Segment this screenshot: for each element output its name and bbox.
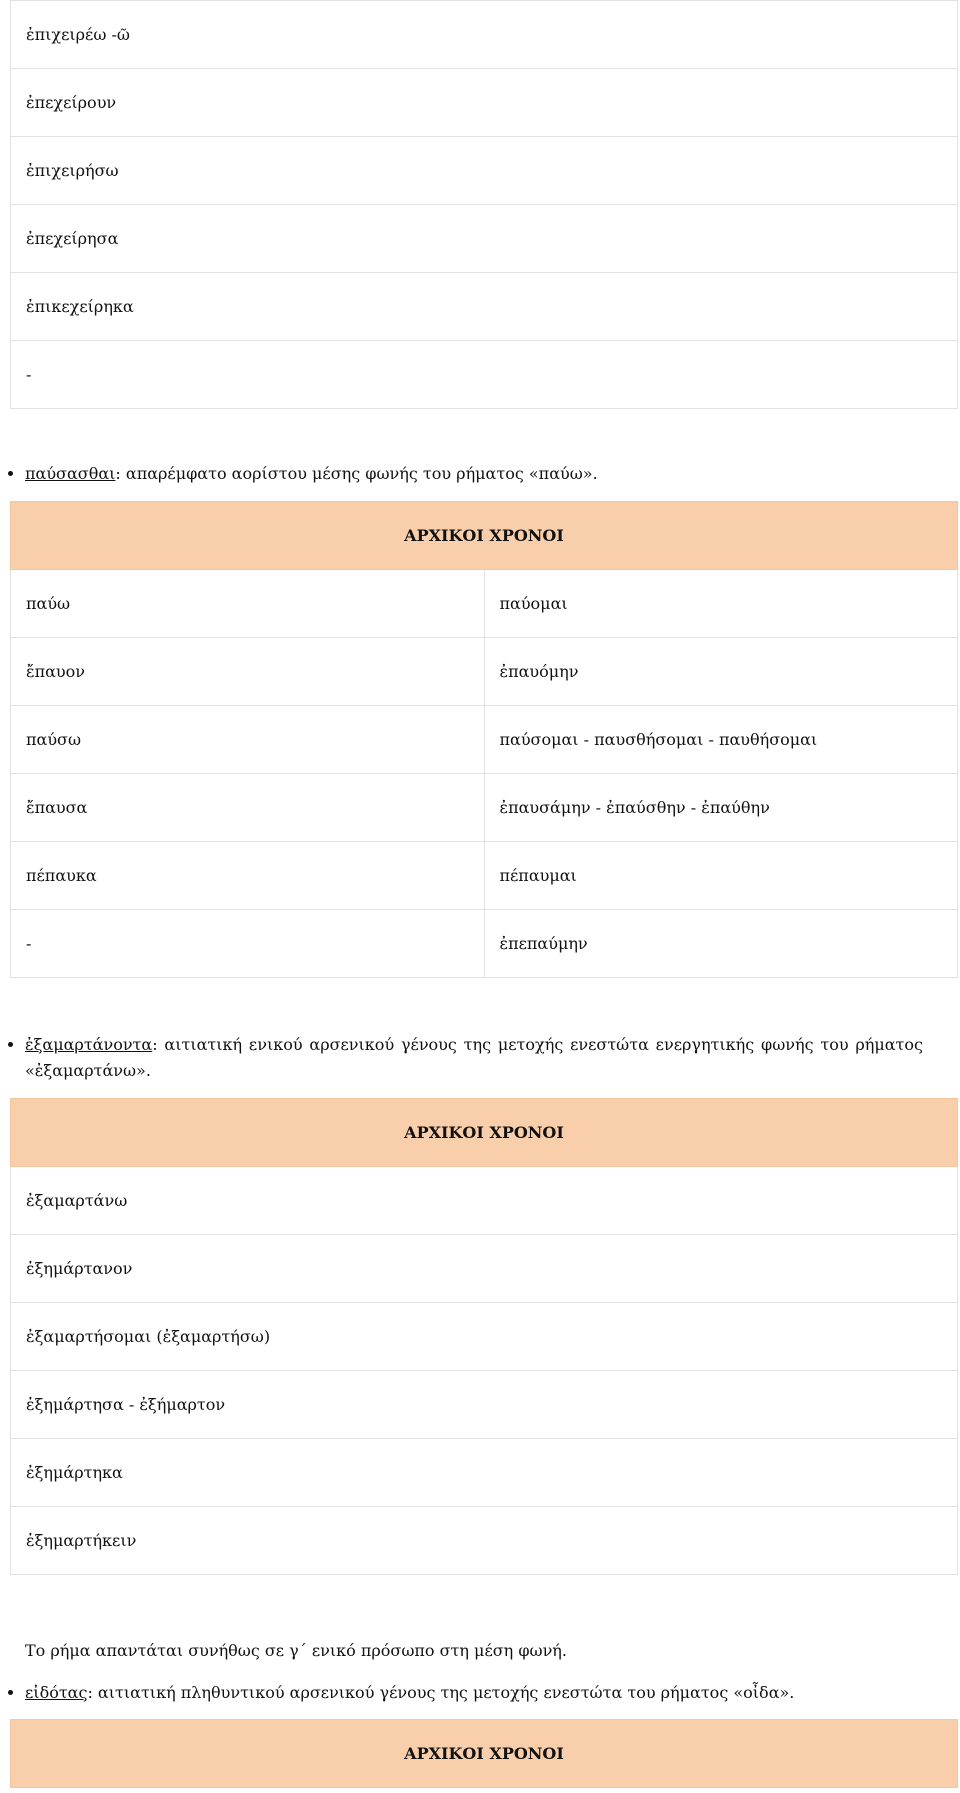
table-cell: ἐξημαρτήκειν [11, 1507, 958, 1575]
table-cell: ἐπικεχείρηκα [11, 273, 958, 341]
table-row [11, 69, 958, 137]
gloss-text: : αιτιατική πληθυντικού αρσενικού γένους της μετοχής ενεστώτα του ρήματος «οἶδα». [87, 1683, 795, 1702]
table-row [11, 638, 958, 706]
principal-parts-table-examartano [10, 1098, 958, 1575]
active-form-cell: ἔπαυον [11, 638, 485, 706]
table-row [11, 341, 958, 409]
gloss-text: : αιτιατική ενικού αρσενικού γένους της μετοχής ενεστώτα ενεργητικής φωνής του ρήματος «ἐξαμαρτάνω». [25, 1035, 923, 1080]
table-row [11, 1371, 958, 1439]
middle-form-cell: παύομαι [484, 570, 958, 638]
table-header-row [11, 1099, 958, 1167]
table-cell: ἐπεχείρουν [11, 69, 958, 137]
middle-form-cell: πέπαυμαι [484, 842, 958, 910]
usage-note: Το ρήμα απαντάται συνήθως σε γ΄ ενικό πρόσωπο στη μέση φωνή. [25, 1641, 567, 1660]
table-header: ΑΡΧΙΚΟΙ ΧΡΟΝΟΙ [11, 1099, 958, 1167]
gloss-list-eidotas [0, 1680, 923, 1706]
table-row [11, 706, 958, 774]
active-form-cell: - [11, 910, 485, 978]
table-row [11, 1507, 958, 1575]
active-form-cell: πέπαυκα [11, 842, 485, 910]
active-form-cell: παύω [11, 570, 485, 638]
table-cell: ἐξαμαρτήσομαι (ἐξαμαρτήσω) [11, 1303, 958, 1371]
active-form-cell: παύσω [11, 706, 485, 774]
middle-form-cell: ἐπεπαύμην [484, 910, 958, 978]
table-cell: ἐπιχειρέω -ῶ [11, 1, 958, 69]
table-row [11, 137, 958, 205]
middle-form-cell: ἐπαυόμην [484, 638, 958, 706]
table-row [11, 570, 958, 638]
table-cell: ἐπεχείρησα [11, 205, 958, 273]
lemma-link-examartanonta[interactable]: ἐξαμαρτάνοντα [25, 1035, 153, 1054]
table-cell: ἐξαμαρτάνω [11, 1167, 958, 1235]
table-row [11, 1303, 958, 1371]
table-row [11, 1439, 958, 1507]
table-row [11, 774, 958, 842]
middle-form-cell: παύσομαι - παυσθήσομαι - παυθήσομαι [484, 706, 958, 774]
table-cell: ἐξημάρτησα - ἐξήμαρτον [11, 1371, 958, 1439]
active-form-cell: ἔπαυσα [11, 774, 485, 842]
middle-form-cell: ἐπαυσάμην - ἐπαύσθην - ἐπαύθην [484, 774, 958, 842]
table-header-row [11, 1720, 958, 1788]
table-row [11, 1, 958, 69]
table-row [11, 1235, 958, 1303]
table-cell: ἐξημάρτηκα [11, 1439, 958, 1507]
principal-parts-table-oida [10, 1719, 958, 1788]
list-item [25, 1680, 923, 1706]
table-row [11, 1167, 958, 1235]
gloss-list-examartanonta [0, 1032, 923, 1084]
table-row [11, 273, 958, 341]
gloss-list-pausasthai [0, 461, 923, 487]
table-row [11, 205, 958, 273]
table-row [11, 842, 958, 910]
table-cell: - [11, 341, 958, 409]
list-item [25, 461, 923, 487]
list-item [25, 1032, 923, 1084]
table-row [11, 910, 958, 978]
table-cell: ἐξημάρτανον [11, 1235, 958, 1303]
principal-parts-table-epicheireo [10, 0, 958, 409]
lemma-link-pausasthai[interactable]: παύσασθαι [25, 464, 116, 483]
table-header: ΑΡΧΙΚΟΙ ΧΡΟΝΟΙ [11, 502, 958, 570]
gloss-text: : απαρέμφατο αορίστου μέσης φωνής του ρήματος «παύω». [115, 464, 598, 483]
table-header-row [11, 502, 958, 570]
table-cell: ἐπιχειρήσω [11, 137, 958, 205]
principal-parts-table-pauo [10, 501, 958, 978]
lemma-link-eidotas[interactable]: εἰδότας [25, 1683, 88, 1702]
table-header: ΑΡΧΙΚΟΙ ΧΡΟΝΟΙ [11, 1720, 958, 1788]
